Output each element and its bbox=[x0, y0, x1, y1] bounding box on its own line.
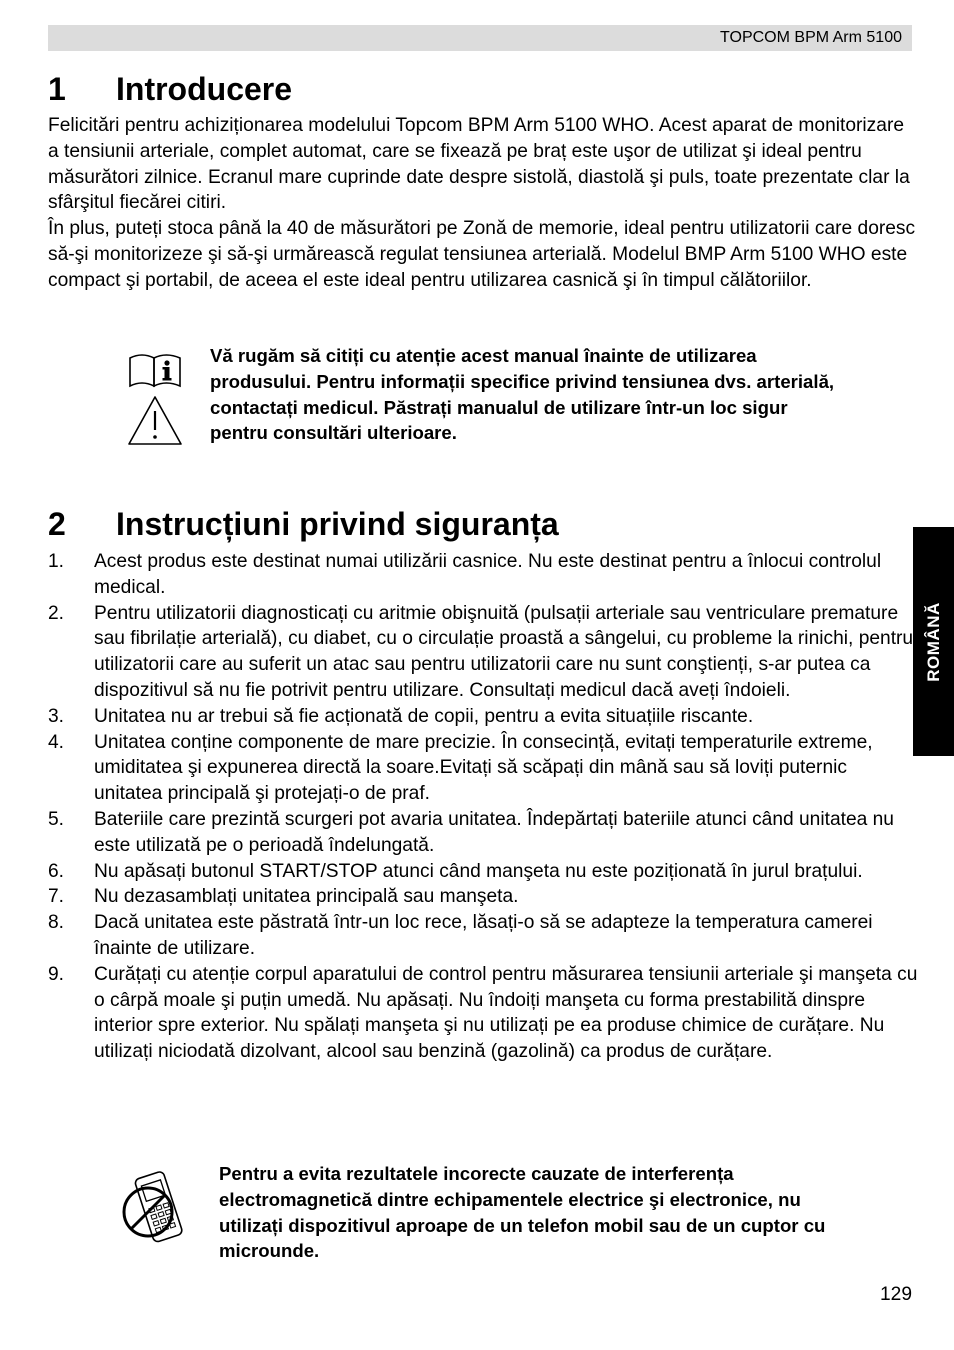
item-text: Pentru utilizatorii diagnosticați cu aritmie obişnuită (pulsații arteriale sau ventriculare premature sau fibrilație arterială), cu diabet, cu o circulație proastă a sângelui, cu probleme la rinichi, pentru utilizatorii care au suferit un atac sau pentru utilizatorii care nu sunt conştienți, s-ar putea ca dispozitivul să nu fie potrivit pentru utilizare. Consultați medicul dacă aveți îndoieli. bbox=[94, 602, 914, 701]
section-2-heading bbox=[48, 505, 559, 543]
list-item bbox=[48, 807, 918, 859]
warning-triangle-icon bbox=[126, 394, 184, 448]
list-item bbox=[48, 601, 918, 704]
item-text: Unitatea conține componente de mare precizie. În consecință, evitați temperaturile extreme, umiditatea şi expunerea directă la soare.Evitați să scăpați din mână sau să loviți puternic unitatea principală şi protejați-o de praf. bbox=[94, 731, 873, 805]
item-text: Curățați cu atenție corpul aparatului de control pentru măsurarea tensiunii arteriale şi manşeta cu o cârpă moale şi puțin umedă. Nu apăsați. Nu îndoiți manşeta cu forma prestabilită dinspre interior spre exterior. Nu spălați manşeta şi nu utilizați pe ea produse chimice de curățare. Nu utilizați niciodată dizolvant, alcool sau benzină (gazolină) ca produs de curățare. bbox=[94, 963, 918, 1063]
header-title: TOPCOM BPM Arm 5100 bbox=[720, 29, 902, 46]
language-tab bbox=[913, 527, 954, 756]
intro-paragraph-1: Felicitări pentru achiziționarea modelului Topcom BPM Arm 5100 WHO. Acest aparat de monitorizare a tensiunii arteriale, complet automat, care se fixează pe braț este uşor de utilizat şi ideal pentru măsurători zilnice. Ecranul mare cuprinde date despre sistolă, diastolă şi puls, toate prezentate clar la sfârşitul fiecărei citiri. bbox=[48, 115, 910, 214]
safety-list bbox=[48, 549, 918, 1065]
header-bar bbox=[48, 25, 912, 51]
list-item bbox=[48, 549, 918, 601]
item-number: 6. bbox=[48, 860, 65, 882]
section-1-title: Introducere bbox=[116, 71, 293, 107]
item-text: Acest produs este destinat numai utilizării casnice. Nu este destinat pentru a înlocui controlul medical. bbox=[94, 551, 882, 598]
list-item bbox=[48, 910, 918, 962]
item-number: 7. bbox=[48, 886, 65, 908]
language-tab-label: ROMÂNĂ bbox=[923, 601, 943, 682]
section-1-heading bbox=[48, 70, 292, 108]
interference-note: Pentru a evita rezultatele incorecte cauzate de interferența electromagnetică dintre echipamentele electrice şi electronice, nu utilizați dispozitivul aproape de un telefon mobil sau de un cuptor cu microunde. bbox=[219, 1163, 826, 1262]
page-number: 129 bbox=[879, 1284, 912, 1305]
item-text: Bateriile care prezintă scurgeri pot avaria unitatea. Îndepărtați bateriile atunci când unitatea nu este utilizată pe o perioadă îndelungată. bbox=[94, 808, 894, 856]
item-number: 2. bbox=[48, 602, 65, 624]
intro-text bbox=[48, 113, 918, 294]
section-1-number: 1 bbox=[48, 71, 66, 107]
intro-paragraph-2: În plus, puteți stoca până la 40 de măsurători pe Zonă de memorie, ideal pentru utilizatorii care doresc să-şi monitorizeze şi să-şi urmărească regulat tensiunea arterială. Modelul BMP Arm 5100 WHO este compact şi portabil, de aceea el este ideal pentru utilizarea casnică şi în timpul călătoriilor. bbox=[48, 218, 916, 291]
list-item bbox=[48, 859, 918, 885]
list-item bbox=[48, 704, 918, 730]
section-2-title: Instrucțiuni privind siguranța bbox=[116, 506, 559, 542]
list-item bbox=[48, 730, 918, 807]
item-number: 8. bbox=[48, 912, 65, 934]
section-2-number: 2 bbox=[48, 506, 66, 542]
list-item bbox=[48, 884, 918, 910]
manual-note: Vă rugăm să citiți cu atenție acest manual înainte de utilizarea produsului. Pentru informații specifice privind tensiunea dvs. arterială, contactați medicul. Păstrați manualul de utilizare într-un loc sigur pentru consultări ulterioare. bbox=[210, 345, 835, 444]
no-mobile-phone-icon bbox=[118, 1168, 196, 1248]
item-number: 1. bbox=[48, 551, 65, 572]
item-number: 9. bbox=[48, 963, 65, 985]
item-text: Unitatea nu ar trebui să fie acționată de copii, pentru a evita situațiile riscante. bbox=[94, 705, 754, 727]
item-text: Dacă unitatea este păstrată într-un loc rece, lăsați-o să se adapteze la temperatura camerei înainte de utilizare. bbox=[94, 912, 873, 959]
item-number: 5. bbox=[48, 808, 65, 830]
item-number: 3. bbox=[48, 705, 65, 727]
item-number: 4. bbox=[48, 731, 65, 753]
manual-info-icon bbox=[126, 350, 184, 390]
list-item bbox=[48, 962, 918, 1065]
item-text: Nu dezasamblați unitatea principală sau manşeta. bbox=[94, 886, 519, 908]
item-text: Nu apăsați butonul START/STOP atunci când manşeta nu este poziționată în jurul brațului. bbox=[94, 860, 863, 882]
